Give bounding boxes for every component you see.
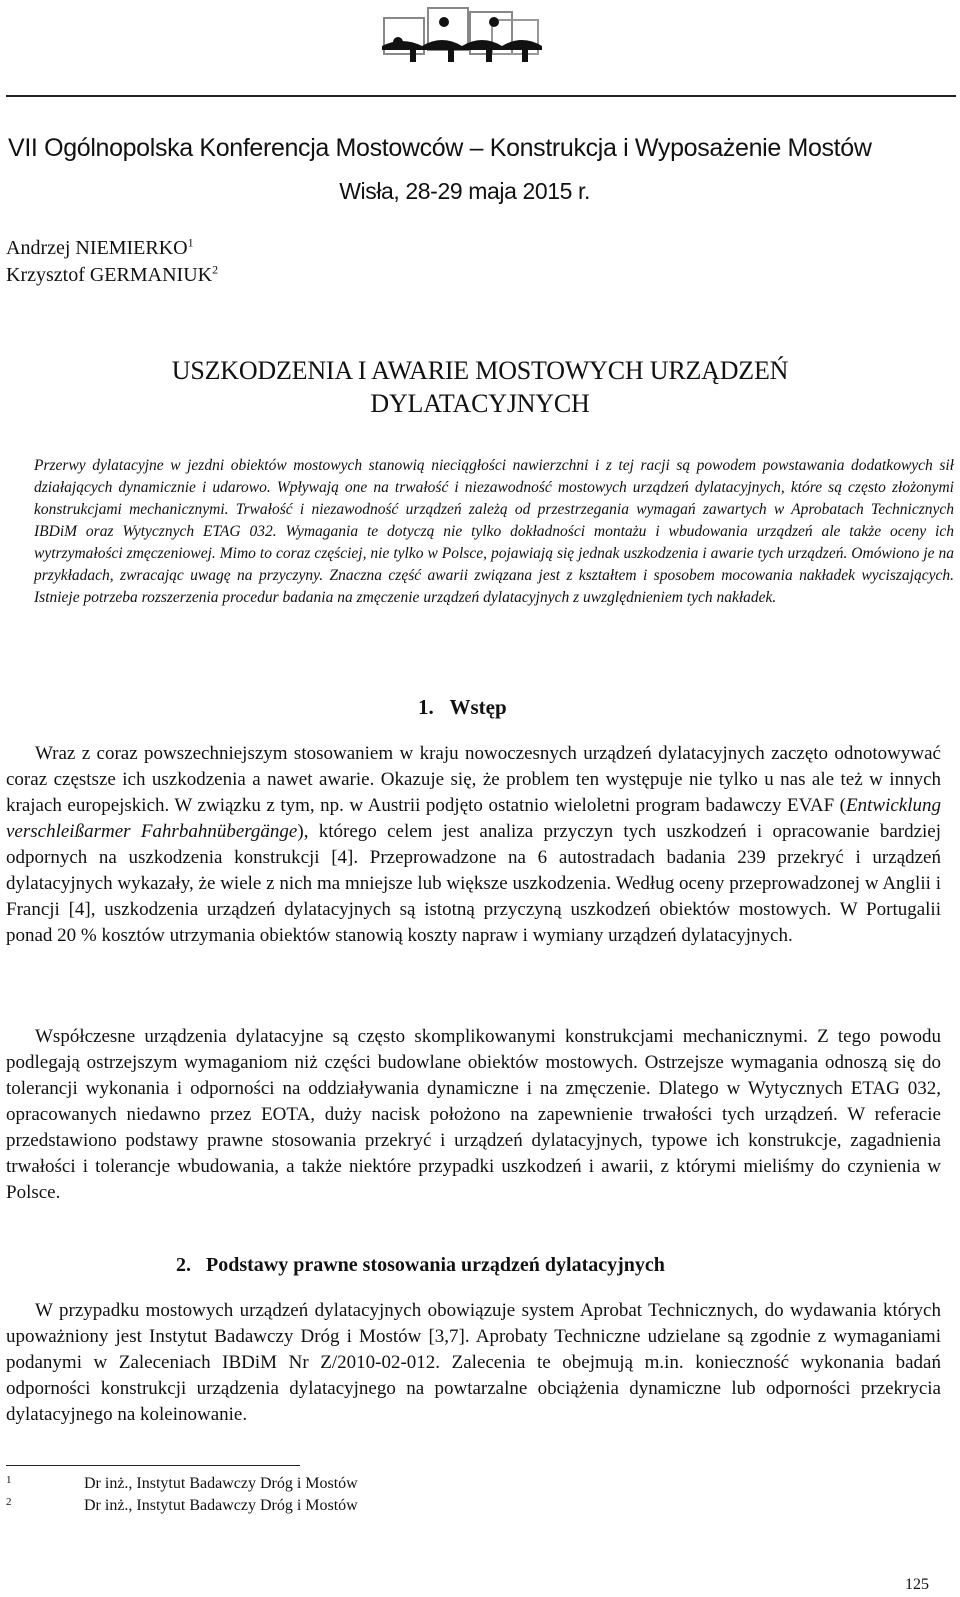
program-name: Entwicklung verschleißarmer Fahrbahnübergänge [6,795,941,842]
conference-logo [382,6,542,64]
section-2-heading [176,1251,665,1279]
section-number: 1. [418,695,434,719]
author-2 [6,262,218,288]
logo-graphic [382,6,542,64]
section-1-paragraph-2: Współczesne urządzenia dylatacyjne są często skomplikowanymi konstrukcjami mechanicznymi. Z tego powodu podlegają ostrzejszym wymaganiom niż części budowlane obiektów mostowych. Ostrzejsze wymagania odnoszą się do tolerancji wykonania i odporności na oddziaływania dynamiczne i na zmęczenie. Dlatego w Wytycznych ETAG 032, opracowanych niedawno przez EOTA, duży nacisk położono na zapewnienie trwałości tych urządzeń. W referacie przedstawiono podstawy prawne stosowania przekryć i urządzeń dylatacyjnych, typowe ich konstrukcje, zagadnienia trwałości i tolerancje wbudowania, a także niektóre przypadki uszkodzeń i awarii, z którymi mieliśmy do czynienia w Polsce. [6,1026,941,1203]
paragraph-text: Wraz z coraz powszechniejszym stosowaniem w kraju nowoczesnych urządzeń dylatacyjnych zaczęto odnotowywać coraz częstsze ich uszkodzenia a nawet awarie. Okazuje się, że problem ten występuje nie tylko u nas ale też w innych krajach europejskich. W związku z tym, np. w Austrii podjęto ostatnio wieloletni program badawczy EVAF ( [6,743,941,816]
section-2-paragraph-1: W przypadku mostowych urządzeń dylatacyjnych obowiązuje system Aprobat Technicznych, do wydawania których upoważniony jest Instytut Badawczy Dróg i Mostów [3,7]. Aprobaty Techniczne udzielane są zgodnie z wymaganiami podanymi w Zaleceniach IBDiM Nr Z/2010-02-012. Zalecenia te obejmują m.in. konieczność wykonania badań odporności konstrukcji urządzenia dylatacyjnego na powtarzalne obciążenia dynamiczne lub odporności przekrycia dylatacyjnego na koleinowanie. [6,1300,941,1425]
footnote-text: Dr inż., Instytut Badawczy Dróg i Mostów [84,1497,358,1514]
abstract: Przerwy dylatacyjne w jezdni obiektów mostowych stanowią nieciągłości nawierzchni i z tej racji są powodem powstawania dodatkowych sił działających dynamicznie i udarowo. Wpływają one na trwałość i niezawodność mostowych urządzeń dylatacyjnych, które są często złożonymi konstrukcjami mechanicznymi. Trwałość i niezawodność urządzeń zależą od przestrzegania wymagań zawartych w Aprobatach Technicznych IBDiM oraz Wytycznych ETAG 032. Wymagania te dotyczą nie tylko dokładności montażu i wbudowania urządzeń ale także oceny ich wytrzymałości zmęczeniowej. Mimo to coraz częściej, nie tylko w Polsce, pojawiają się jednak uszkodzenia i awarie tych urządzeń. Omówiono je na przykładach, zwracając uwagę na przyczyny. Znaczna część awarii związana jest z kształtem i sposobem mocowania nakładek wyciszających. Istnieje potrzeba rozszerzenia procedur badania na zmęczenie urządzeń dylatacyjnych z uwzględnieniem tych nakładek. [34,457,954,606]
footnote-mark: 1 [6,1474,12,1486]
footnote-text: Dr inż., Instytut Badawczy Dróg i Mostów [84,1475,358,1492]
section-1-heading [418,693,507,721]
conference-date: Wisła, 28-29 maja 2015 r. [339,178,590,204]
section-title: Podstawy prawne stosowania urządzeń dylatacyjnych [206,1254,665,1276]
conference-title: VII Ogólnopolska Konferencja Mostowców – Konstrukcja i Wyposażenie Mostów [8,134,872,162]
header-rule [6,95,956,97]
footnote-rule [6,1465,300,1466]
footnote-1 [6,1474,358,1494]
page-number: 125 [905,1576,929,1593]
paper-title-line-2: DYLATACYJNYCH [370,389,590,418]
footnote-2 [6,1496,358,1516]
author-1 [6,235,194,261]
paper-title-line-1: USZKODZENIA I AWARIE MOSTOWYCH URZĄDZEŃ [171,356,789,385]
section-title: Wstęp [449,695,507,719]
footnote-mark: 2 [6,1496,12,1508]
paragraph-text: ), którego celem jest analiza przyczyn tych uszkodzeń i opracowanie bardziej odpornych na uszkodzenia konstrukcji [4]. Przeprowadzone na 6 autostradach badania 239 przekryć i urządzeń dylatacyjnych wykazały, że wiele z nich ma mniejsze lub większe uszkodzenia. Według oceny przeprowadzonej w Anglii i Francji [4], uszkodzenia urządzeń dylatacyjnych są istotną przyczyną uszkodzeń obiektów mostowych. W Portugalii ponad 20 % kosztów utrzymania obiektów stanowią koszty napraw i wymiany urządzeń dylatacyjnych. [6,821,942,946]
author-name: Andrzej NIEMIERKO [6,237,188,259]
section-1-paragraph-1 [6,741,941,949]
author-name: Krzysztof GERMANIUK [6,264,213,286]
section-number: 2. [176,1254,191,1276]
author-footnote-mark: 1 [187,235,194,250]
author-footnote-mark: 2 [212,262,219,277]
